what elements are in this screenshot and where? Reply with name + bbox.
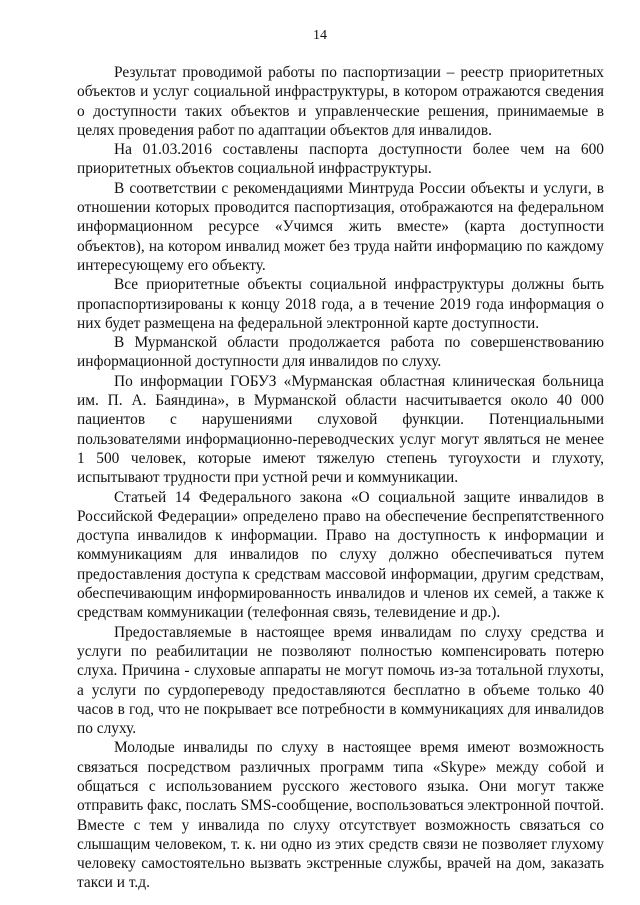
paragraph-deadline: Все приоритетные объекты социальной инфраструктуры должны быть пропаспортизированы к концу 2018 года, а в течение 2019 года информация о них будет размещена на федеральной электронной карте доступности. [77, 276, 604, 332]
paragraph-federal-law: Статьей 14 Федерального закона «О социальной защите инвалидов в Российской Федерации» определено право на обеспечение беспрепятственного доступа инвалидов к информации. Право на доступность к информации и коммуникациям для инвалидов по слуху должно обеспечиваться путем предоставления доступа к средствам массовой информации, другим средствам, обеспечивающим информированность инвалидов и членов их семей, а также к средствам коммуникации (телефонная связь, телевидение и др.). [77, 488, 604, 622]
paragraph-rehabilitation: Предоставляемые в настоящее время инвалидам по слуху средства и услуги по реабилитации не позволяют полностью компенсировать потерю слуха. Причина - слуховые аппараты не могут помочь из-за тотальной глухоты, а услуги по сурдопереводу предоставляются бесплатно в объеме только 40 часов в год, что не покрывает все потребности в коммуникациях для инвалидов по слуху. [77, 623, 604, 738]
document-body [77, 63, 604, 893]
paragraph-federal-resource: В соответствии с рекомендациями Минтруда России объекты и услуги, в отношении которых проводится паспортизация, отображаются на федеральном информационном ресурсе «Учимся жить вместе» (карта доступности объектов), на котором инвалид может без труда найти информацию по каждому интересующему его объекту. [77, 179, 604, 274]
paragraph-hospital-info: По информации ГОБУЗ «Мурманская областная клиническая больница им. П. А. Баяндина», в Мурманской области насчитывается около 40 000 пациентов с нарушениями слуховой функции. Потенциальными пользователями информационно-переводческих услуг могут являться не менее 1 500 человек, которые имеют тяжелую степень тугоухости и глухоту, испытывают трудности при устной речи и коммуникации. [77, 372, 604, 487]
paragraph-passportization-result: Результат проводимой работы по паспортизации – реестр приоритетных объектов и услуг социальной инфраструктуры, в котором отражаются сведения о доступности таких объектов и управленческие решения, принимаемые в целях проведения работ по адаптации объектов для инвалидов. [77, 64, 604, 139]
paragraph-murmansk-work: В Мурманской области продолжается работа по совершенствованию информационной доступности для инвалидов по слуху. [77, 334, 604, 371]
paragraph-passports-count: На 01.03.2016 составлены паспорта доступности более чем на 600 приоритетных объектов социальной инфраструктуры. [77, 141, 604, 178]
page-number: 14 [313, 28, 327, 43]
paragraph-young-disabled: Молодые инвалиды по слуху в настоящее время имеют возможность связаться посредством различных программ типа «Skype» между собой и общаться с использованием русского жестового языка. Они могут также отправить факс, послать SMS-сообщение, воспользоваться электронной почтой. Вместе с тем у инвалида по слуху отсутствует возможность связаться со слышащим человеком, т. к. ни одно из этих средств связи не позволяет глухому человеку самостоятельно вызвать экстренные службы, врачей на дом, заказать такси и т.д. [77, 739, 604, 892]
